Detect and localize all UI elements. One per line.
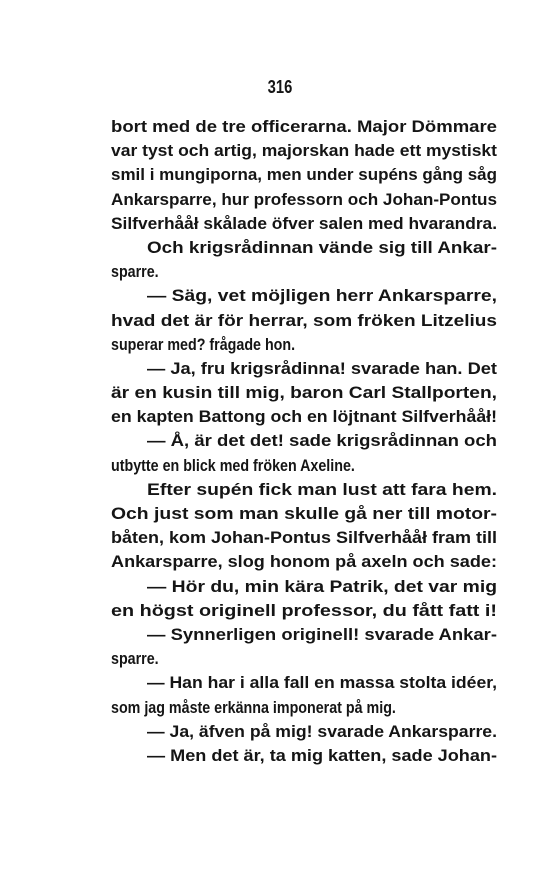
text-line-content: — Ja, äfven på mig! svarade Ankarsparre. <box>147 721 497 741</box>
text-line <box>111 454 497 478</box>
text-line <box>111 260 497 284</box>
text-line-content: var tyst och artig, majorskan hade ett mystiskt <box>111 141 497 161</box>
text-line-content: Ankarsparre, slog honom på axeln och sade: <box>111 552 497 572</box>
text-line <box>111 671 497 695</box>
text-line <box>111 309 497 333</box>
text-line <box>111 381 497 405</box>
text-line-content: Ankarsparre, hur professorn och Johan-Pontus <box>111 189 498 209</box>
text-line-content: — Men det är, ta mig katten, sade Johan- <box>147 745 497 765</box>
text-line-content: båten, kom Johan-Pontus Silfverhååł fram till <box>111 528 497 548</box>
text-line-content: — Ja, fru krigsrådinna! svarade han. Det <box>147 358 497 378</box>
text-line-content: hvad det är för herrar, som fröken Litzelius <box>111 310 497 330</box>
text-line-content: Silfverhååł skålade öfver salen med hvarandra. <box>111 213 498 233</box>
text-line-content: — Hör du, min kära Patrik, det var mig <box>147 576 497 596</box>
text-line <box>111 623 497 647</box>
text-line-content: Efter supén fick man lust att fara hem. <box>147 479 497 499</box>
text-line <box>111 188 497 212</box>
text-line-content: sparre. <box>111 649 159 669</box>
text-line <box>111 429 497 453</box>
text-line-content: bort med de tre officerarna. Major Dömmare <box>111 117 497 136</box>
text-line-content: — Säg, vet möjligen herr Ankarsparre, <box>147 286 497 306</box>
text-line-content: utbytte en blick med fröken Axeline. <box>111 455 355 475</box>
text-line <box>111 236 497 260</box>
text-line-content: superar med? frågade hon. <box>111 334 296 354</box>
text-line <box>111 599 497 623</box>
text-line-content: Och just som man skulle gå ner till motor- <box>111 504 497 523</box>
text-line <box>111 744 497 768</box>
text-line-content: är en kusin till mig, baron Carl Stallporten, <box>111 383 497 403</box>
text-line <box>111 357 497 381</box>
text-line <box>111 284 497 308</box>
text-line <box>111 478 497 502</box>
text-line <box>111 115 497 139</box>
text-line-content: — Synnerligen originell! svarade Ankar- <box>147 624 497 644</box>
text-line-content: en kapten Battong och en löjtnant Silfverhååł! <box>111 407 497 427</box>
text-line <box>111 502 497 526</box>
text-line <box>111 720 497 744</box>
text-line-content: en högst originell professor, du fått fatt i! <box>111 600 497 620</box>
text-line <box>111 550 497 574</box>
body-text <box>111 115 497 768</box>
text-line <box>111 575 497 599</box>
page-number: 316 <box>267 77 293 97</box>
text-line-content: som jag måste erkänna imponerat på mig. <box>111 697 396 717</box>
text-line <box>111 163 497 187</box>
text-line <box>111 333 497 357</box>
text-line <box>111 526 497 550</box>
text-line-content: smil i mungiporna, men under supéns gång såg <box>111 165 497 185</box>
text-line <box>111 405 497 429</box>
text-line-content: sparre. <box>111 262 159 282</box>
text-line <box>111 696 497 720</box>
text-line-content: — Han har i alla fall en massa stolta idéer, <box>147 673 497 693</box>
text-line-content: Och krigsrådinnan vände sig till Ankar- <box>147 237 497 257</box>
text-line <box>111 647 497 671</box>
text-line <box>111 139 497 163</box>
text-line <box>111 212 497 236</box>
text-line-content: — Å, är det det! sade krigsrådinnan och <box>147 431 497 451</box>
